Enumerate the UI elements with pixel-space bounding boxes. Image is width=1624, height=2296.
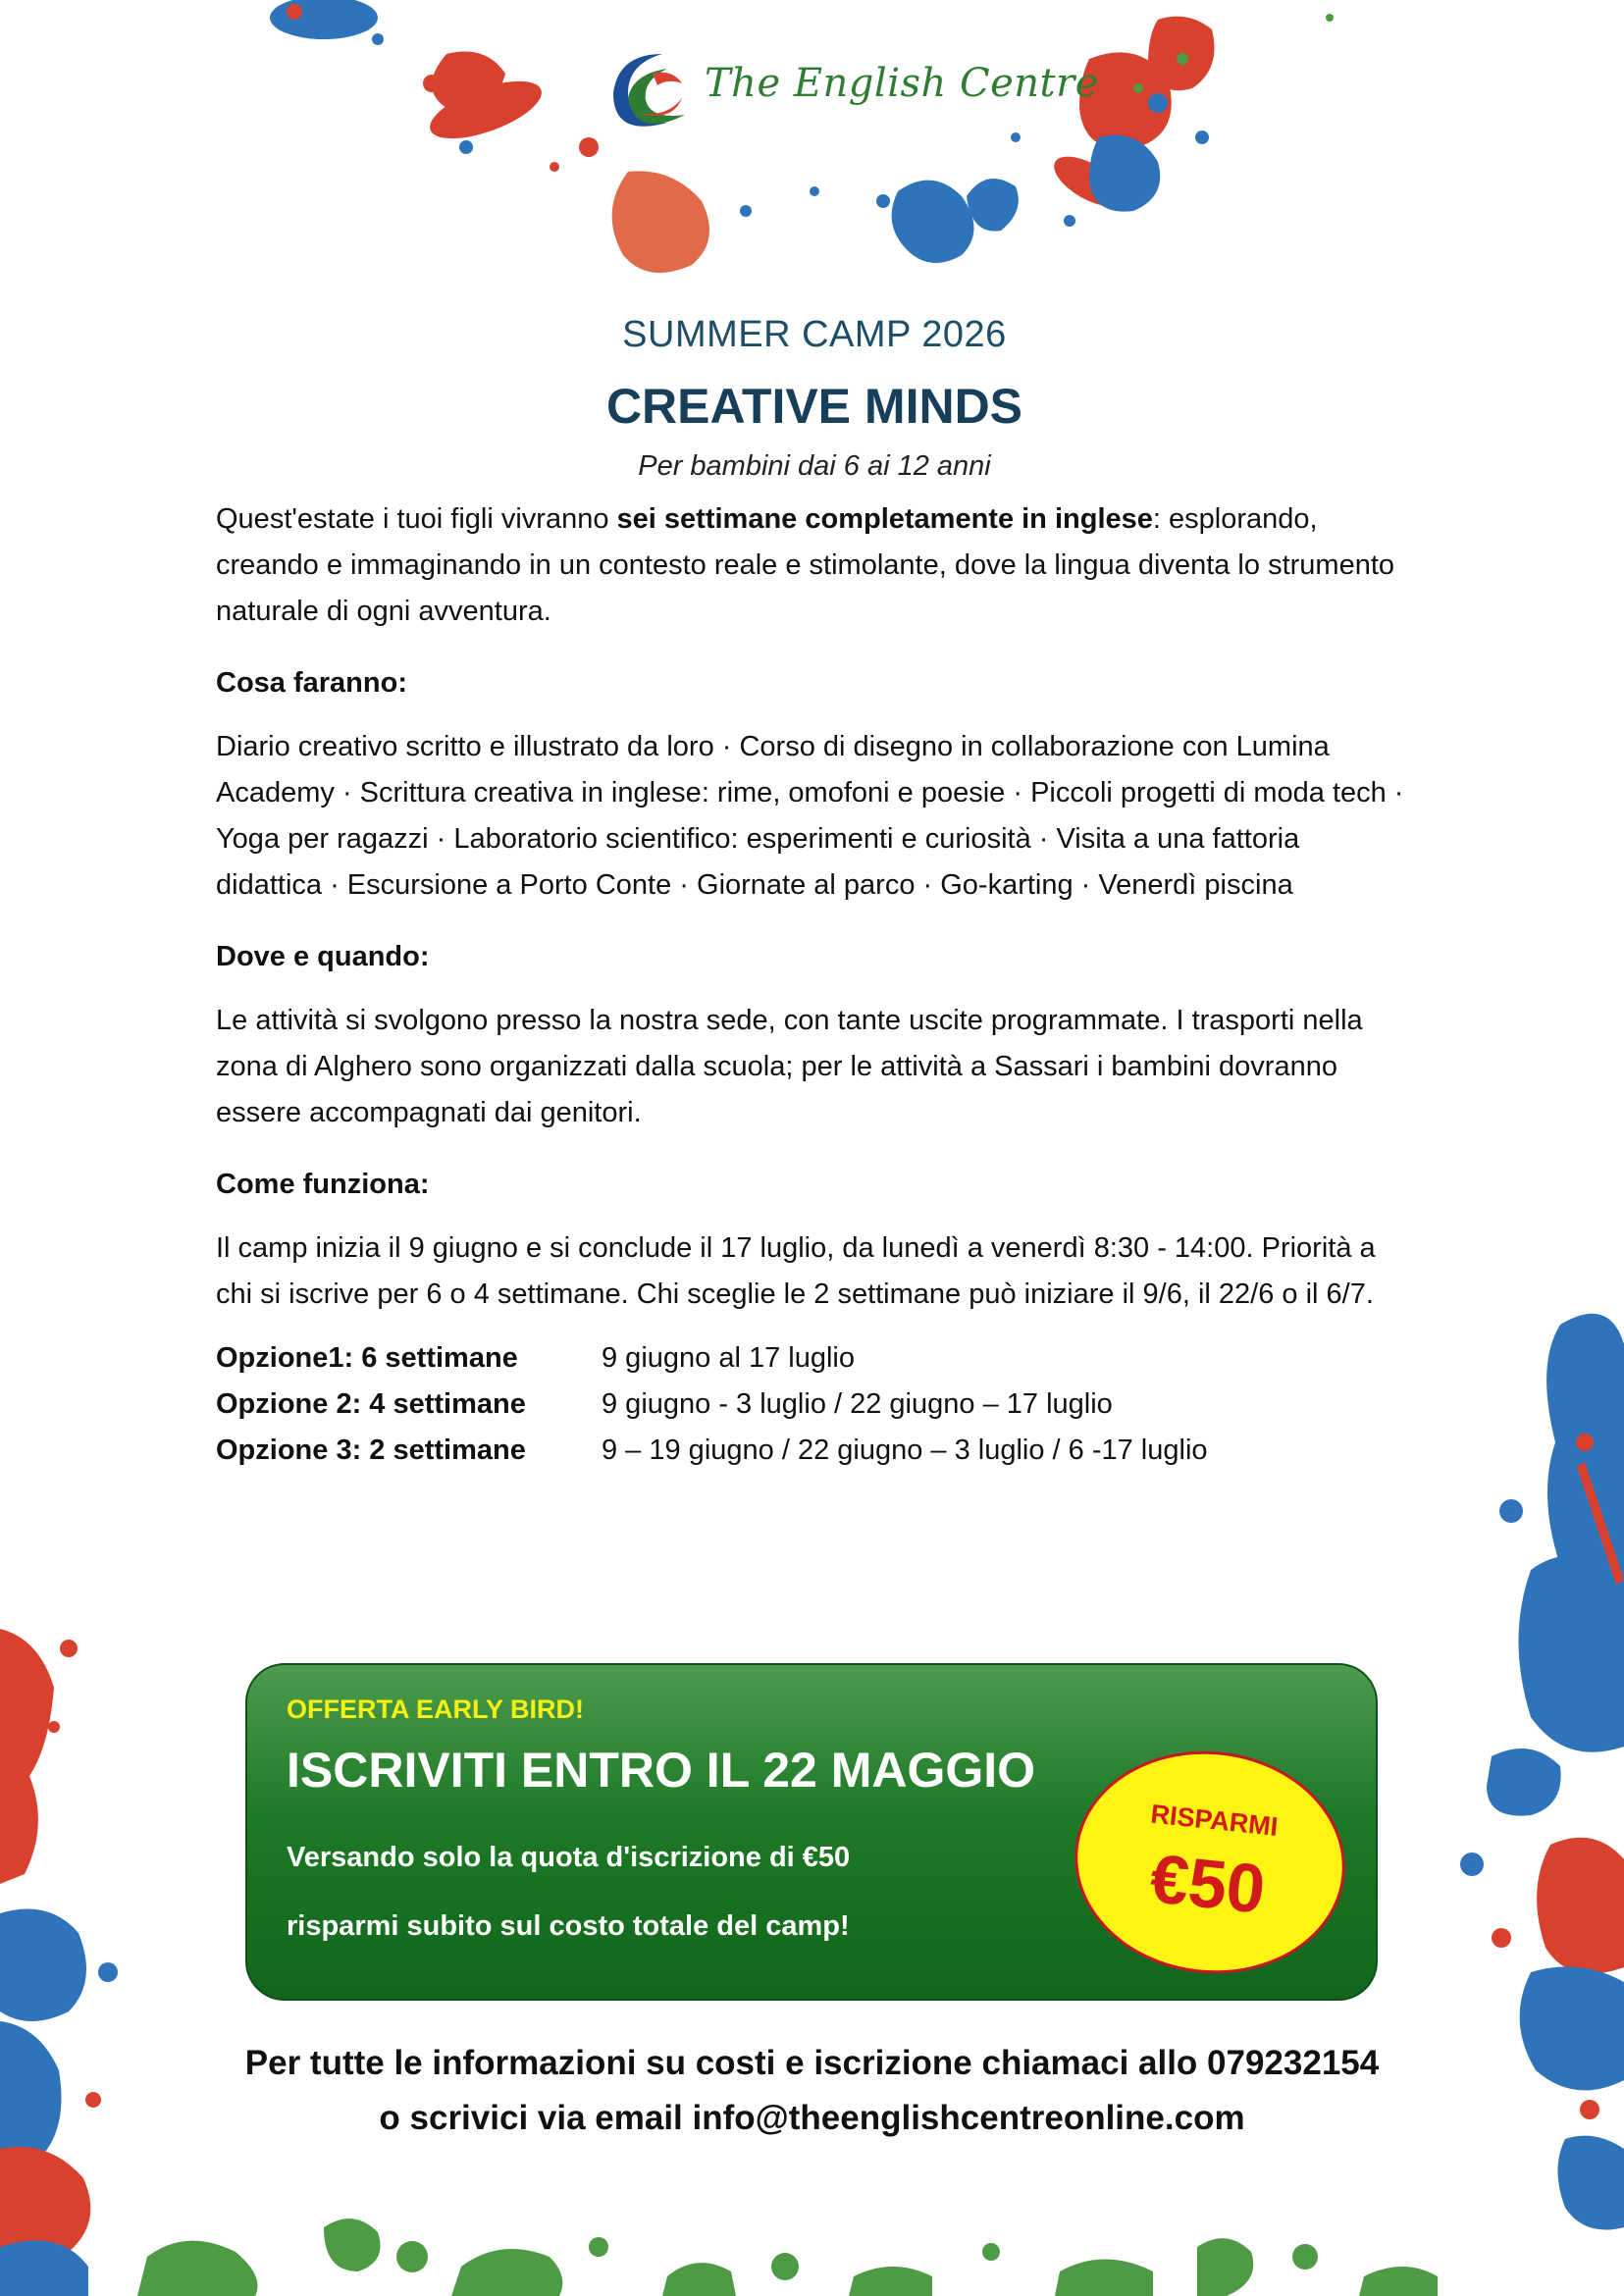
promo-line-1: Versando solo la quota d'iscrizione di €50: [287, 1842, 851, 1873]
logo-text: The English Centre: [705, 61, 1099, 106]
early-bird-banner: [245, 1663, 1378, 2001]
contact-phone-line: Per tutte le informazioni su costi e iscrizione chiamaci allo 079232154: [244, 2044, 1380, 2082]
section-title-location: Dove e quando:: [216, 941, 430, 972]
brand-logo: [599, 39, 1099, 147]
option-row: [216, 1335, 1413, 1382]
intro-paragraph: [216, 496, 1413, 635]
badge-value: €50: [1146, 1839, 1269, 1928]
intro-highlight: sei settimane completamente in inglese: [616, 503, 1153, 535]
section-body-location: Le attività si svolgono presso la nostra sede, con tante uscite programmate. I trasporti nella zona di Alghero sono organizzati dalla scuola; per le attività a Sassari i bambini dovranno essere accompagnati dai genitori.: [216, 1005, 1363, 1128]
option-row: [216, 1428, 1413, 1474]
option-dates: 9 – 19 giugno / 22 giugno – 3 luglio / 6 -17 luglio: [602, 1435, 1208, 1466]
section-title-how-it-works: Come funziona:: [216, 1169, 430, 1200]
page-title: CREATIVE MINDS: [605, 379, 1023, 434]
intro-text-end: : esplorando, creando e immaginando in un contesto reale e stimolante, dove la lingua diventa lo strumento naturale di ogni avventura.: [216, 503, 1395, 627]
swoosh-logo-icon: [599, 39, 697, 137]
left-splash: [0, 1629, 118, 2296]
camp-label: SUMMER CAMP 2026: [622, 314, 1007, 355]
section-title-activities: Cosa faranno:: [216, 667, 407, 699]
promo-headline: ISCRIVITI ENTRO IL 22 MAGGIO: [287, 1743, 1036, 1798]
option-label: Opzione1: 6 settimane: [216, 1342, 518, 1374]
age-range: Per bambini dai 6 ai 12 anni: [638, 450, 991, 482]
promo-line-2: risparmi subito sul costo totale del camp!: [287, 1910, 850, 1942]
savings-badge: [1064, 1738, 1356, 1987]
right-splash: [1460, 1314, 1624, 2230]
section-body-how-it-works: Il camp inizia il 9 giugno e si conclude il 17 luglio, da lunedì a venerdì 8:30 - 14:00. Priorità a chi si iscrive per 6 o 4 settimane. Chi sceglie le 2 settimane può iniziare il 9/6, il 22/6 o il 6/7.: [216, 1232, 1376, 1310]
promo-tag: OFFERTA EARLY BIRD!: [287, 1695, 585, 1724]
options-list: [216, 1335, 1413, 1474]
contact-info: [147, 2036, 1477, 2146]
option-row: [216, 1382, 1413, 1428]
bottom-splash: [137, 2218, 1438, 2296]
option-dates: 9 giugno - 3 luglio / 22 giugno – 17 luglio: [602, 1388, 1113, 1420]
badge-label: RISPARMI: [1149, 1799, 1280, 1842]
option-dates: 9 giugno al 17 luglio: [602, 1342, 855, 1374]
intro-text-start: Quest'estate i tuoi figli vivranno: [216, 503, 617, 535]
option-label: Opzione 3: 2 settimane: [216, 1435, 526, 1466]
contact-email-line: o scrivici via email info@theenglishcentreonline.com: [379, 2099, 1245, 2137]
flyer-content: [216, 314, 1413, 1474]
section-body-activities: Diario creativo scritto e illustrato da loro · Corso di disegno in collaborazione con Lumina Academy · Scrittura creativa in inglese: rime, omofoni e poesie · Piccoli progetti di moda tech · Yoga per ragazzi · Laboratorio scientifico: esperimenti e curiosità · Visita a una fattoria didattica · Escursione a Porto Conte · Giornate al parco · Go-karting · Venerdì piscina: [216, 731, 1404, 901]
option-label: Opzione 2: 4 settimane: [216, 1388, 526, 1420]
